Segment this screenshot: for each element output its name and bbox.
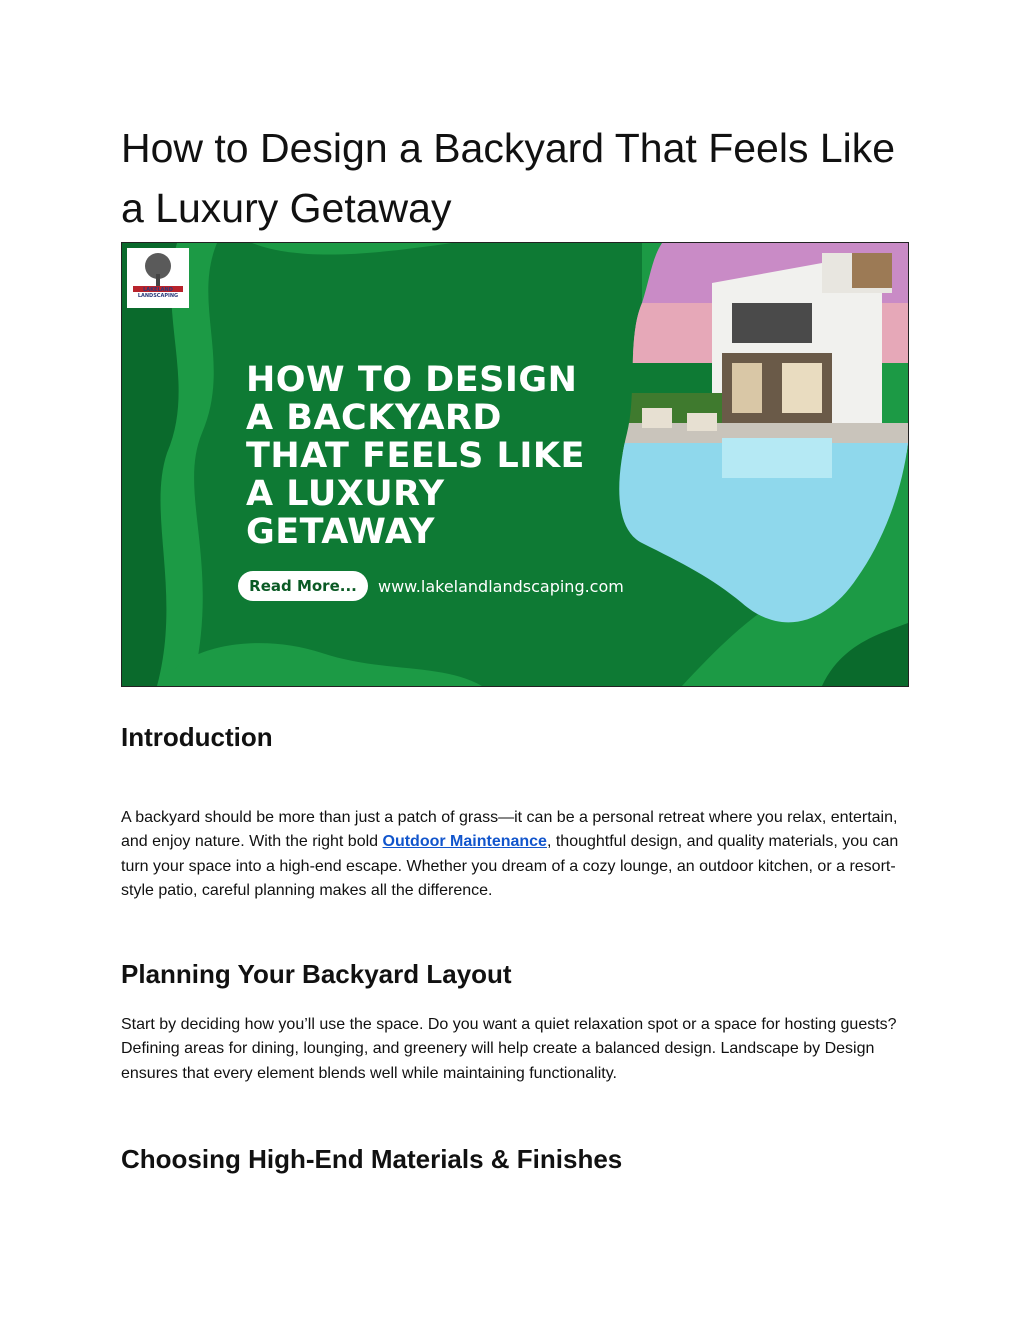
banner-headline — [246, 361, 585, 551]
section-heading-planning: Planning Your Backyard Layout — [121, 959, 512, 989]
introduction-text-after-link: , thoughtful design, and quality materials, you can turn your space into a high-end escape. Whether you dream of a cozy lounge, an outdoor kitchen, or a resort-style patio, careful planning makes all the difference. — [121, 833, 899, 900]
tree-logo-icon — [127, 248, 189, 308]
introduction-paragraph — [121, 806, 911, 904]
logo-text: LAKELAND LANDSCAPING — [137, 287, 179, 299]
read-more-badge: Read More... — [238, 571, 368, 601]
company-logo — [127, 248, 189, 308]
page-title: How to Design a Backyard That Feels Like a Luxury Getaway — [121, 125, 896, 231]
banner-headline-line: A LUXURY — [246, 474, 445, 514]
section-heading-introduction: Introduction — [121, 722, 273, 752]
section-heading-materials: Choosing High-End Materials & Finishes — [121, 1144, 623, 1174]
planning-paragraph: Start by deciding how you’ll use the space. Do you want a quiet relaxation spot or a space for hosting guests? Defining areas for dining, lounging, and greenery will help create a balanced design. Landscape by Design ensures that every element blends well while maintaining functionality. — [121, 1016, 897, 1082]
outdoor-maintenance-link[interactable]: Outdoor Maintenance — [382, 833, 547, 851]
banner-headline-line: HOW TO DESIGN — [246, 360, 578, 400]
featured-banner-image — [121, 242, 909, 687]
introduction-text-before-link: A backyard should be more than just a patch of grass—it can be a personal retreat where you relax, entertain, and enjoy nature. With the right bold — [121, 809, 898, 851]
banner-headline-line: THAT FEELS LIKE — [246, 436, 585, 476]
banner-website-url: www.lakelandlandscaping.com — [378, 577, 624, 596]
banner-headline-line: A BACKYARD — [246, 398, 502, 438]
banner-headline-line: GETAWAY — [246, 512, 435, 552]
